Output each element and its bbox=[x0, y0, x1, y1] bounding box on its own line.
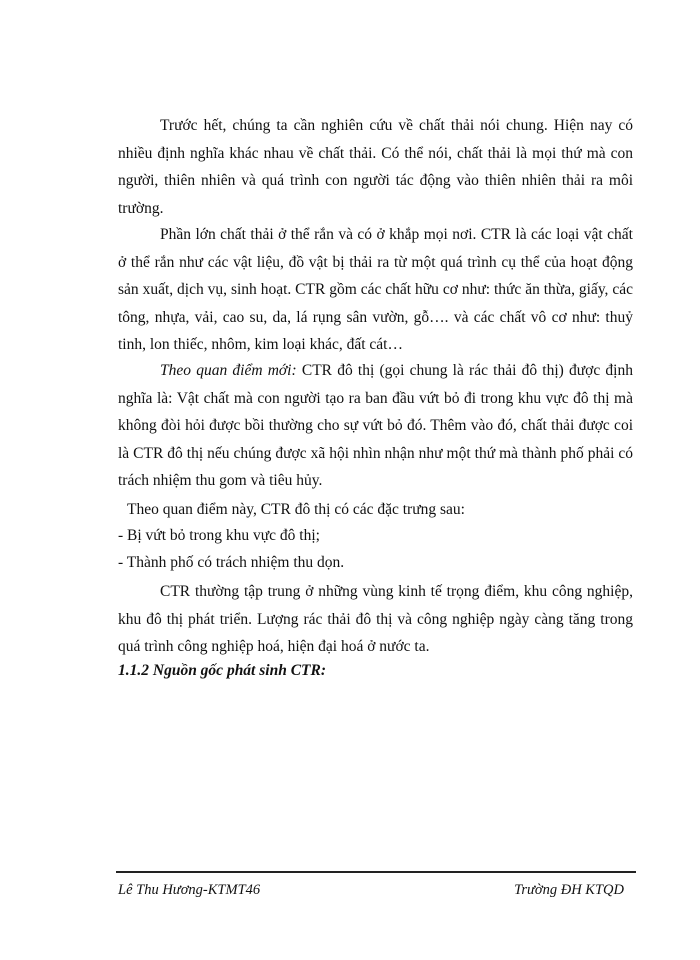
paragraph-1: Trước hết, chúng ta cần nghiên cứu về chất thải nói chung. Hiện nay có nhiều định nghĩa khác nhau về chất thải. Có thể nói, chất thải là mọi thứ mà con người, thiên nhiên và quá trình con người tác động vào thiên nhiên thải ra môi trường. bbox=[118, 117, 633, 217]
paragraph-last: CTR thường tập trung ở những vùng kinh tế trọng điểm, khu công nghiệp, khu đô thị phát triển. Lượng rác thải đô thị và công nghiệp ngày càng tăng trong quá trình công nghiệp hoá, hiện đại hoá ở nước ta. bbox=[118, 583, 633, 655]
paragraph-3 bbox=[118, 357, 633, 495]
footer-author: Lê Thu Hương-KTMT46 bbox=[118, 882, 261, 898]
bullet-item-2: - Thành phố có trách nhiệm thu dọn. bbox=[118, 554, 345, 571]
paragraph-2: Phần lớn chất thải ở thể rắn và có ở khắp mọi nơi. CTR là các loại vật chất ở thể rắn như các vật liệu, đồ vật bị thải ra từ một quá trình cụ thể của hoạt động sản xuất, dịch vụ, sinh hoạt. CTR gồm các chất hữu cơ như: thức ăn thừa, giấy, các tông, nhựa, vải, cao su, da, lá rụng sân vườn, gỗ…. và các chất vô cơ như: thuỷ tinh, lon thiếc, nhôm, kim loại khác, đất cát… bbox=[118, 226, 633, 353]
footer-divider bbox=[116, 871, 636, 873]
section-heading: 1.1.2 Nguồn gốc phát sinh CTR: bbox=[118, 662, 327, 679]
bullet-item-1: - Bị vứt bỏ trong khu vực đô thị; bbox=[118, 527, 320, 544]
paragraph-3-italic-lead: Theo quan điểm mới: bbox=[160, 362, 297, 379]
characteristics-intro: Theo quan điểm này, CTR đô thị có các đặc trưng sau: bbox=[127, 501, 465, 518]
footer-institution: Trường ĐH KTQD bbox=[514, 882, 624, 898]
paragraph-3-text: CTR đô thị (gọi chung là rác thải đô thị) được định nghĩa là: Vật chất mà con người tạo ra ban đầu vứt bỏ đi trong khu vực đô thị mà không đòi hỏi được bồi thường cho sự vứt bỏ đó. Thêm vào đó, chất thải được coi là CTR đô thị nếu chúng được xã hội nhìn nhận như một thứ mà thành phố phải có trách nhiệm thu gom và tiêu hủy. bbox=[118, 362, 633, 489]
